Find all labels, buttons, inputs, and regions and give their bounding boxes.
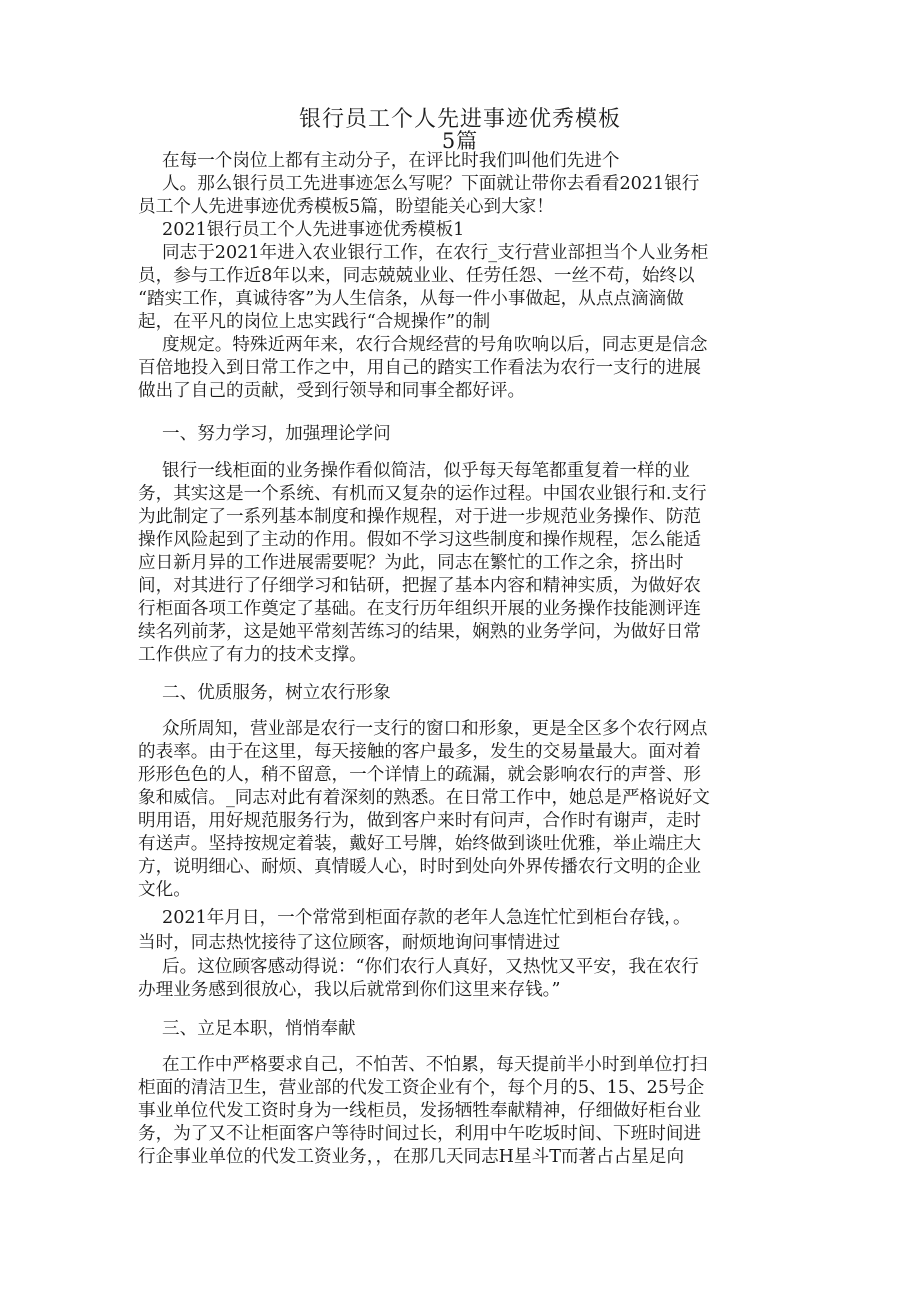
text-line: 同志于2021年进入农业银行工作，在农行_支行营业部担当个人业务柜 — [162, 243, 709, 263]
text-line: 员工个人先进事迹优秀模板5篇，盼望能关心到大家！ — [138, 197, 554, 217]
text-line: 行企事业单位的代发工资业务，，在那几天同志H星斗T而著占占星足向 — [138, 1147, 685, 1167]
text-line: 形形色色的人，稍不留意，一个详情上的疏漏，就会影响农行的声誉、形 — [138, 765, 702, 785]
text-line: 当时，同志热忱接待了这位顾客，耐烦地询问事情进过 — [138, 933, 561, 953]
text-line: 2021年月日，一个常常到柜面存款的老年人急连忙忙到柜台存钱，。 — [162, 908, 691, 928]
text-line: 一、努力学习，加强理论学问 — [162, 424, 391, 444]
text-line: 行柜面各项工作奠定了基础。在支行历年组织开展的业务操作技能测评连 — [138, 599, 702, 619]
text-line: 二、优质服务，树立农行形象 — [162, 683, 391, 703]
document-title: 银行员工个人先进事迹优秀模板 — [298, 107, 621, 132]
text-line: 务，为了又不让柜面客户等待时间过长，利用中午吃坂时间、下班时间进 — [138, 1124, 702, 1144]
text-line: 工作供应了有力的技术支撑。 — [138, 645, 367, 665]
text-line: 事业单位代发工资时身为一线柜员，发扬牺牲奉献精神，仔细做好柜台业 — [138, 1101, 702, 1121]
text-line: 起，在平凡的岗位上忠实践行“合规操作”的制 — [138, 312, 491, 332]
text-line: 度规定。特殊近两年来，农行合规经营的号角吹响以后，同志更是信念 — [162, 335, 708, 355]
text-line: 办理业务感到很放心，我以后就常到你们这里来存钱。” — [138, 980, 561, 1000]
text-line: 2021银行员工个人先进事迹优秀模板1 — [162, 220, 465, 240]
text-line: 明用语，用好规范服务行为，做到客户来时有问声，合作时有谢声，走时 — [138, 811, 702, 831]
text-line: 的表率。由于在这里，每天接触的客户最多，发生的交易量最大。面对着 — [138, 742, 702, 762]
text-line: 三、立足本职，悄悄奉献 — [162, 1019, 356, 1039]
text-line: 人。那么银行员工先进事迹怎么写呢？下面就让带你去看看2021银行 — [162, 174, 700, 194]
text-line: 银行一线柜面的业务操作看似简洁，似乎每天每笔都重复着一样的业 — [162, 461, 690, 481]
text-line: 百倍地投入到日常工作之中，用自己的踏实工作看法为农行一支行的进展 — [138, 358, 702, 378]
text-line: “踏实工作，真诚待客”为人生信条，从每一件小事做起，从点点滴滴做 — [138, 289, 684, 309]
text-line: 操作风险起到了主动的作用。假如不学习这些制度和操作规程，怎么能适 — [138, 530, 702, 550]
text-line: 为此制定了一系列基本制度和操作规程，对于进一步规范业务操作、防范 — [138, 507, 702, 527]
text-line: 方，说明细心、耐烦、真情暖人心，时时到处向外界传播农行文明的企业 — [138, 857, 702, 877]
text-line: 在每一个岗位上都有主动分子，在评比时我们叫他们先进个 — [162, 151, 620, 171]
text-line: 众所周知，营业部是农行一支行的窗口和形象，更是全区多个农行网点 — [162, 719, 708, 739]
text-line: 做出了自己的贡献，受到行领导和同事全都好评。 — [138, 381, 526, 401]
text-line: 文化。 — [138, 880, 191, 900]
document-title-continuation: 5篇 — [441, 129, 479, 153]
text-line: 后。这位顾客感动得说：“你们农行人真好，又热忱又平安，我在农行 — [162, 957, 699, 977]
text-line: 柜面的清洁卫生，营业部的代发工资企业有个，每个月的5、15、25号企 — [138, 1078, 705, 1098]
text-line: 续名列前茅，这是她平常刻苦练习的结果，娴熟的业务学问，为做好日常 — [138, 622, 702, 642]
text-line: 员，参与工作近8年以来，同志兢兢业业、任劳任怨、一丝不苟，始终以 — [138, 266, 695, 286]
text-line: 有送声。坚持按规定着装，戴好工号牌，始终做到谈吐优雅，举止端庄大 — [138, 834, 702, 854]
text-line: 间，对其进行了仔细学习和钻研，把握了基本内容和精神实质，为做好农 — [138, 576, 702, 596]
text-line: 务，其实这是一个系统、有机而又复杂的运作过程。中国农业银行和.支行 — [138, 484, 707, 504]
text-line: 应日新月异的工作进展需要呢？为此，同志在繁忙的工作之余，挤出时 — [138, 553, 684, 573]
text-line: 象和威信。_同志对此有着深刻的熟悉。在日常工作中，她总是严格说好文 — [138, 788, 710, 808]
text-line: 在工作中严格要求自己，不怕苦、不怕累，每天提前半小时到单位打扫 — [162, 1055, 708, 1075]
